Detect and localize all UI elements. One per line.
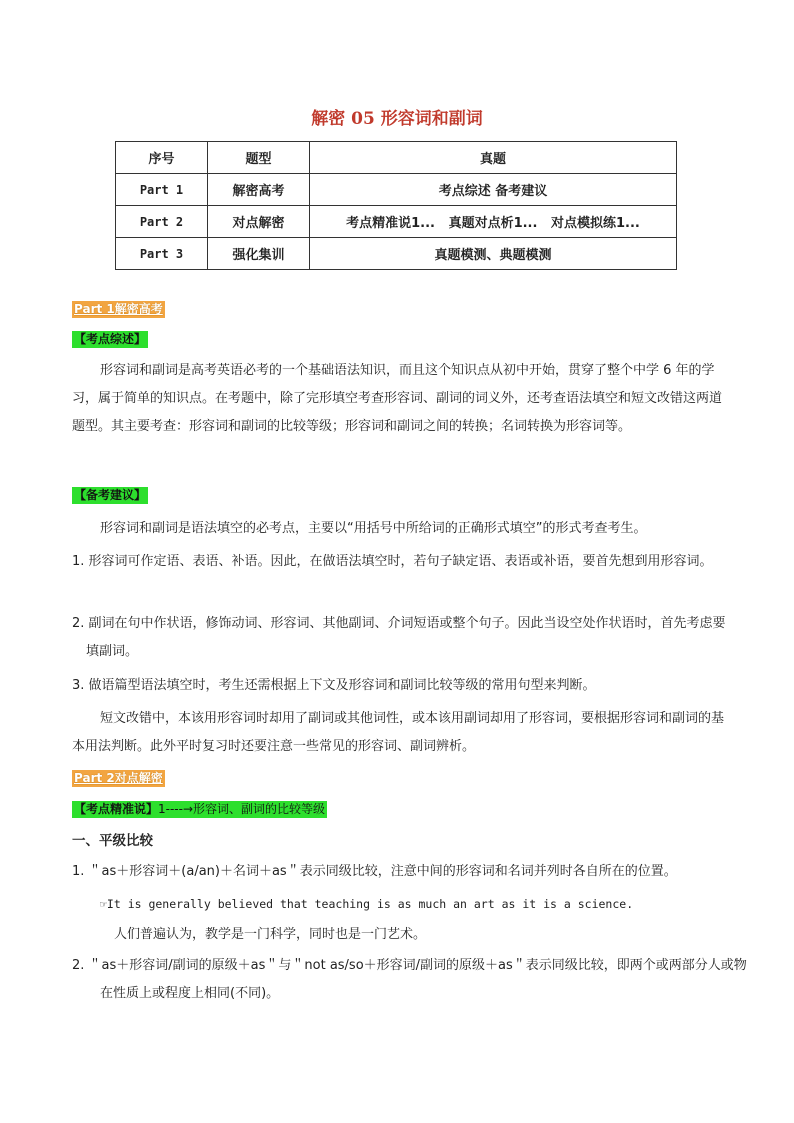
table-cell: 真题模测、典题模测 xyxy=(310,238,677,270)
overview-tag-wrap xyxy=(72,327,148,353)
part2-heading: Part 2对点解密 xyxy=(74,771,163,785)
part1-heading: Part 1解密高考 xyxy=(74,302,163,316)
rule-item: 1. ＂as＋形容词＋(a/an)＋名词＋as＂表示同级比较，注意中间的形容词和名词并列时各自所在的位置。 xyxy=(72,864,677,879)
overview-paragraph: 形容词和副词是高考英语必考的一个基础语法知识，而且这个知识点从初中开始，贯穿了整个中学 6 年的学习，属于简单的知识点。在考题中，除了完形填空考查形容词、副词的词义外，还考查语法填空和短文改错这两道题型。其主要考查：形容词和副词的比较等级；形容词和副词之间的转换；名词转换为形容词等。 xyxy=(72,363,723,434)
table-header: 真题 xyxy=(310,142,677,174)
section-heading: 一、平级比较 xyxy=(72,833,153,849)
overview-tag: 【考点综述】 xyxy=(74,332,147,346)
table-cell: Part 3 xyxy=(116,238,208,270)
table-row xyxy=(116,238,677,270)
advice-tag: 【备考建议】 xyxy=(74,488,147,502)
advice-item: 3. 做语篇型语法填空时，考生还需根据上下文及形容词和副词比较等级的常用句型来判断。 xyxy=(72,678,596,693)
table-row xyxy=(116,174,677,206)
page-title: 解密 05 形容词和副词 xyxy=(311,109,483,129)
table-header-row xyxy=(116,142,677,174)
advice-item: 1. 形容词可作定语、表语、补语。因此，在做语法填空时，若句子缺定语、表语或补语，要首先想到用形容词。 xyxy=(72,554,713,569)
advice-end: 短文改错中，本该用形容词时却用了副词或其他词性，或本该用副词却用了形容词，要根据形容词和副词的基本用法判断。此外平时复习时还要注意一些常见的形容词、副词辨析。 xyxy=(72,711,725,754)
table-header: 序号 xyxy=(116,142,208,174)
example-chinese: 人们普遍认为，教学是一门科学，同时也是一门艺术。 xyxy=(114,927,427,942)
part1-heading-wrap xyxy=(72,297,165,323)
advice-tag-wrap xyxy=(72,483,148,509)
contents-table xyxy=(115,141,677,270)
point-tag-wrap xyxy=(72,797,327,823)
table-cell: 强化集训 xyxy=(208,238,310,270)
point-subtitle: 1----→形容词、副词的比较等级 xyxy=(158,802,326,816)
table-cell: 解密高考 xyxy=(208,174,310,206)
part2-heading-wrap xyxy=(72,766,165,792)
table-cell: 考点综述 备考建议 xyxy=(310,174,677,206)
table-cell: 对点解密 xyxy=(208,206,310,238)
table-header: 题型 xyxy=(208,142,310,174)
point-tag-highlight xyxy=(72,801,327,818)
rule-item: 2. ＂as＋形容词/副词的原级＋as＂与＂not as/so＋形容词/副词的原级＋as＂表示同级比较，即两个或两部分人或物在性质上或程度上相同(不同)。 xyxy=(72,958,747,1001)
advice-intro: 形容词和副词是语法填空的必考点，主要以“用括号中所给词的正确形式填空”的形式考查考生。 xyxy=(100,521,647,536)
table-cell: Part 1 xyxy=(116,174,208,206)
table-cell: Part 2 xyxy=(116,206,208,238)
point-tag: 【考点精准说】 xyxy=(74,802,159,816)
table-cell: 考点精准说1... 真题对点析1... 对点模拟练1... xyxy=(310,206,677,238)
example-english: ☞It is generally believed that teaching is as much an art as it is a science. xyxy=(100,897,634,911)
table-row xyxy=(116,206,677,238)
advice-item: 2. 副词在句中作状语，修饰动词、形容词、其他副词、介词短语或整个句子。因此当设空处作状语时，首先考虑要填副词。 xyxy=(72,616,726,659)
